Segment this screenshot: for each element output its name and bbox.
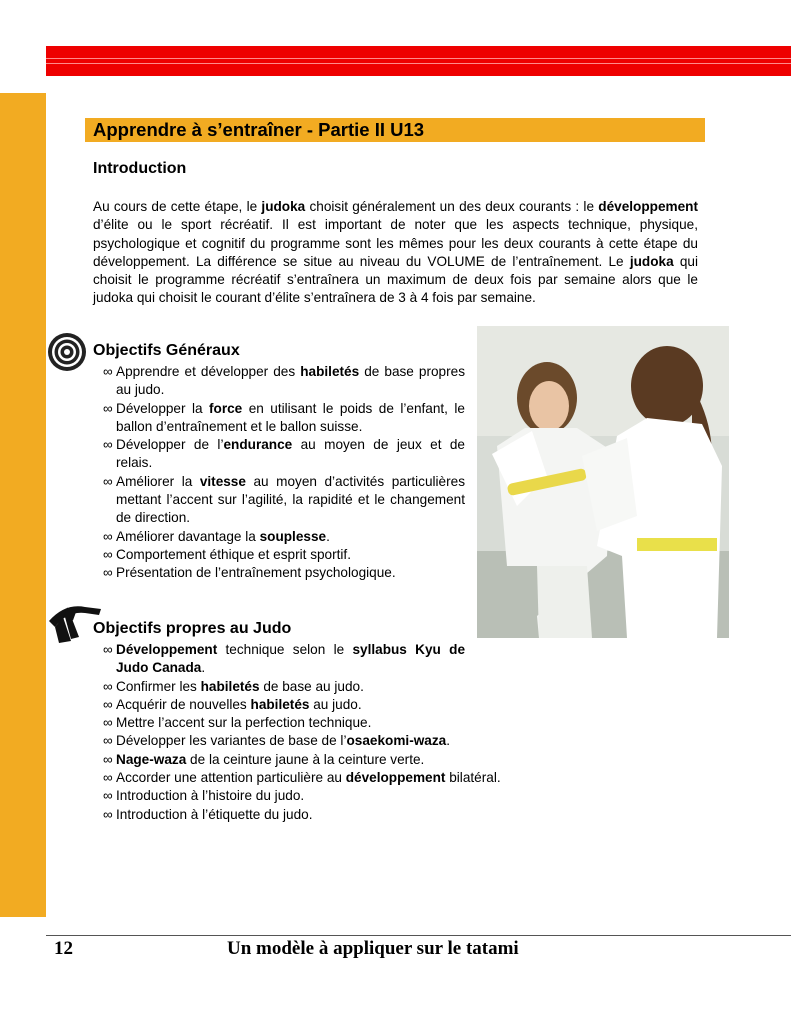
target-icon bbox=[46, 332, 88, 372]
objectifs-judo-heading: Objectifs propres au Judo bbox=[93, 620, 292, 637]
infinity-bullet-icon: ∞ bbox=[103, 400, 113, 416]
footer-rule bbox=[46, 935, 791, 936]
list-item: ∞ Développement technique selon le syllabus Kyu de Judo Canada. bbox=[103, 642, 466, 676]
objectifs-generaux-list bbox=[103, 363, 465, 583]
list-item: ∞ Introduction à l’étiquette du judo. bbox=[103, 806, 703, 824]
objectifs-judo-list bbox=[103, 641, 703, 824]
infinity-bullet-icon: ∞ bbox=[103, 678, 113, 694]
list-item: ∞ Acquérir de nouvelles habiletés au judo. bbox=[103, 696, 703, 714]
judokas-photo bbox=[477, 326, 729, 638]
list-item: ∞ Améliorer davantage la souplesse. bbox=[103, 528, 465, 546]
header-red-band bbox=[46, 46, 791, 76]
list-item: ∞ Apprendre et développer des habiletés de base propres au judo. bbox=[103, 364, 465, 398]
infinity-bullet-icon: ∞ bbox=[103, 733, 113, 749]
list-item: ∞ Développer de l’endurance au moyen de jeux et de relais. bbox=[103, 437, 465, 471]
infinity-bullet-icon: ∞ bbox=[103, 364, 113, 379]
list-item: ∞ Présentation de l’entraînement psychologique. bbox=[103, 564, 465, 582]
list-item: ∞ Introduction à l’histoire du judo. bbox=[103, 787, 703, 805]
infinity-bullet-icon: ∞ bbox=[103, 437, 113, 453]
infinity-bullet-icon: ∞ bbox=[103, 546, 113, 562]
infinity-bullet-icon: ∞ bbox=[103, 565, 113, 581]
infinity-bullet-icon: ∞ bbox=[103, 528, 113, 544]
list-item: ∞ Nage-waza de la ceinture jaune à la ceinture verte. bbox=[103, 751, 703, 769]
introduction-paragraph: Au cours de cette étape, le judoka choisit généralement un des deux courants : le développement d’élite ou le sport récréatif. Il est important de noter que les aspects technique, physique, psychologique et cognitif du programme sont les mêmes pour les deux courants à cette étape du développement. La différence se situe au niveau du VOLUME de l’entraînement. Le judoka qui choisit le programme récréatif s’entraînera un maximum de deux fois par semaine alors que le judoka qui choisit le courant d’élite s’entraînera de 3 à 4 fois par semaine. bbox=[93, 199, 698, 306]
list-item: ∞ Développer la force en utilisant le poids de l’enfant, le ballon d’entraînement et le ballon suisse. bbox=[103, 400, 465, 434]
list-item: ∞ Confirmer les habiletés de base au judo. bbox=[103, 678, 703, 696]
infinity-bullet-icon: ∞ bbox=[103, 806, 113, 822]
infinity-bullet-icon: ∞ bbox=[103, 788, 113, 804]
infinity-bullet-icon: ∞ bbox=[103, 715, 113, 731]
list-item: ∞ Comportement éthique et esprit sportif. bbox=[103, 546, 465, 564]
introduction-heading: Introduction bbox=[93, 160, 187, 177]
infinity-bullet-icon: ∞ bbox=[103, 751, 113, 767]
list-item: ∞ Accorder une attention particulière au développement bilatéral. bbox=[103, 769, 703, 787]
list-item: ∞ Développer les variantes de base de l’osaekomi-waza. bbox=[103, 732, 703, 750]
infinity-bullet-icon: ∞ bbox=[103, 770, 113, 786]
footer-title: Un modèle à appliquer sur le tatami bbox=[227, 938, 519, 959]
side-orange-bar bbox=[0, 93, 46, 917]
page-title: Apprendre à s’entraîner - Partie II U13 bbox=[85, 118, 705, 142]
objectifs-generaux-heading: Objectifs Généraux bbox=[93, 342, 240, 359]
list-item: ∞ Améliorer la vitesse au moyen d’activités particulières mettant l’accent sur l’agilité, la rapidité et le changement de direction. bbox=[103, 473, 465, 526]
infinity-bullet-icon: ∞ bbox=[103, 696, 113, 712]
page-number: 12 bbox=[54, 938, 73, 959]
list-item: ∞ Mettre l’accent sur la perfection technique. bbox=[103, 714, 703, 732]
infinity-bullet-icon: ∞ bbox=[103, 473, 113, 489]
infinity-bullet-icon: ∞ bbox=[103, 642, 113, 657]
